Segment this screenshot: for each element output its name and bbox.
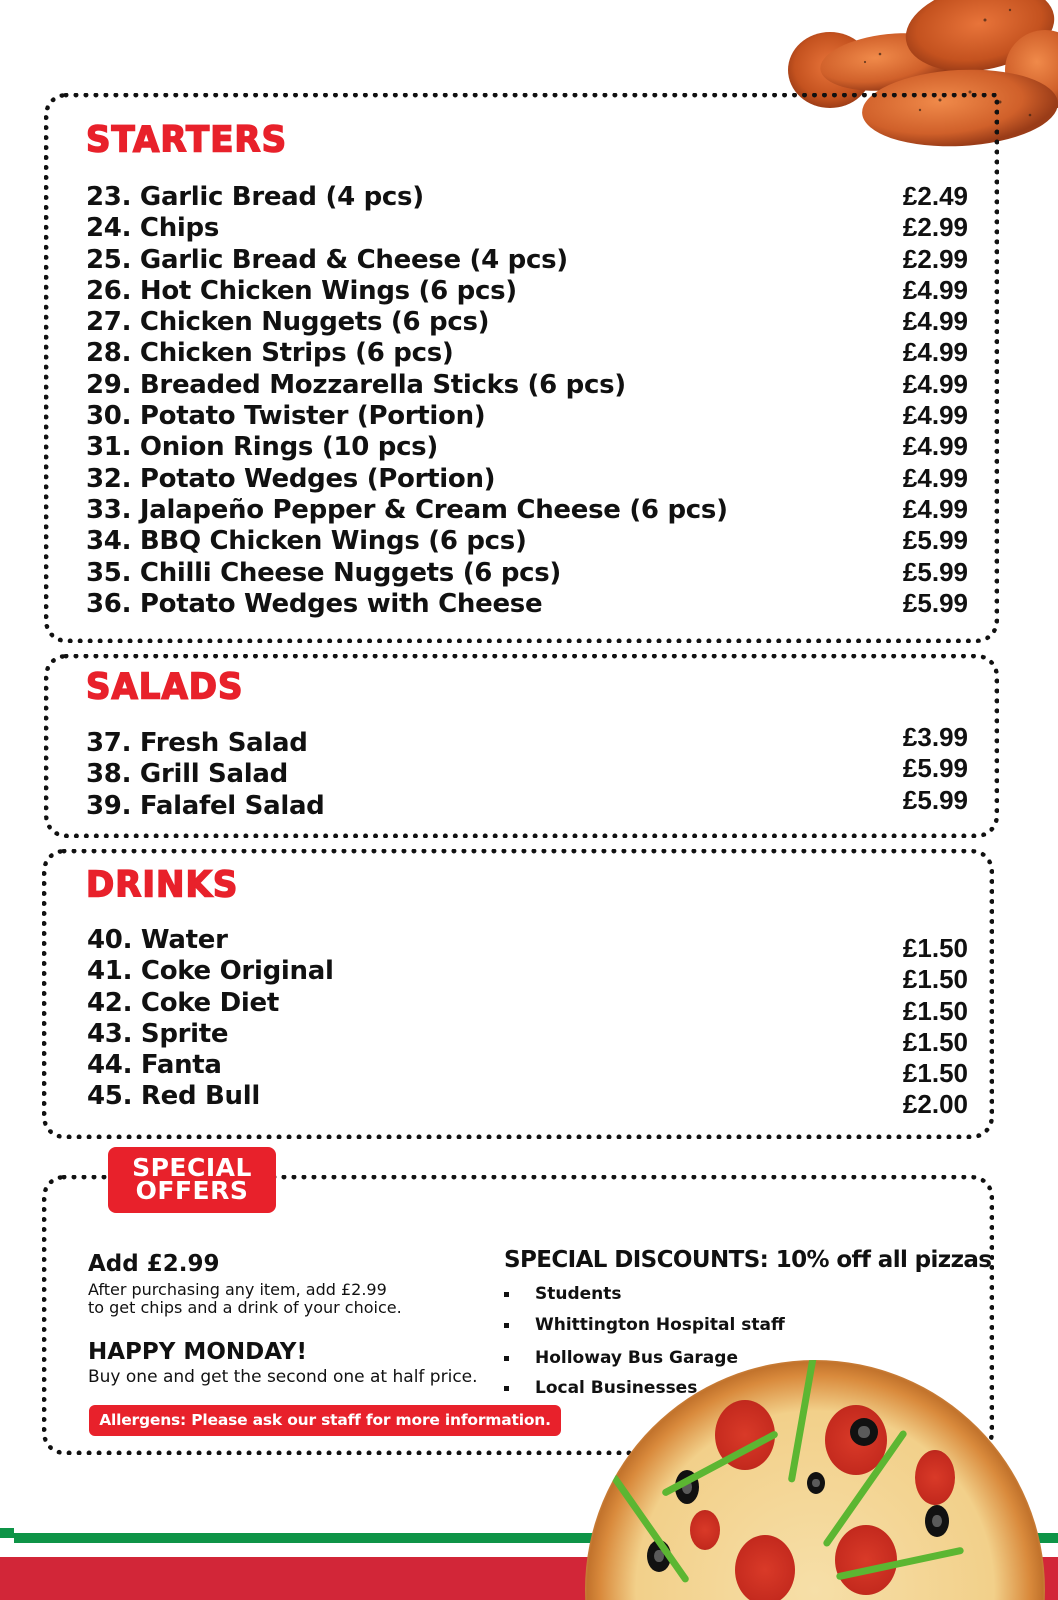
menu-item: 42. Coke Diet [87,987,279,1018]
drinks-list [87,925,334,1113]
discount-group: Whittington Hospital staff [504,1313,785,1344]
menu-item: 29. Breaded Mozzarella Sticks (6 pcs) [86,369,626,400]
menu-item: 32. Potato Wedges (Portion) [86,463,496,494]
menu-item: 39. Falafel Salad [86,790,325,821]
item-price: £2.49 [902,181,968,211]
starters-list [86,182,728,620]
item-price: £5.99 [902,753,968,784]
item-price: £4.99 [902,462,968,493]
discounts-label: SPECIAL DISCOUNTS: [504,1247,769,1273]
add-offer-title: Add £2.99 [88,1251,220,1277]
menu-item: 34. BBQ Chicken Wings (6 pcs) [86,526,527,557]
item-price: £5.99 [902,784,968,815]
flag-stripe-green-edge [0,1528,14,1538]
menu-item: 23. Garlic Bread (4 pcs) [86,182,424,212]
drinks-heading: DRINKS [86,864,239,906]
item-price: £1.50 [902,1058,968,1089]
menu-item: 44. Fanta [87,1050,222,1081]
item-price: £4.99 [902,274,968,305]
bullet-icon [504,1323,509,1328]
happy-monday-text: Buy one and get the second one at half price. [88,1367,478,1387]
item-price: £5.99 [902,556,968,587]
item-price: £1.50 [902,995,968,1026]
add-offer-line-1: After purchasing any item, add £2.99 [88,1280,387,1299]
item-price: £4.99 [902,337,968,368]
badge-line-1: SPECIAL [132,1153,252,1182]
menu-item: 28. Chicken Strips (6 pcs) [86,338,454,369]
item-price: £1.50 [902,933,968,963]
menu-item: 35. Chilli Cheese Nuggets (6 pcs) [86,557,562,588]
menu-item: 24. Chips [86,213,220,244]
add-offer-line-2: to get chips and a drink of your choice. [88,1298,402,1317]
item-price: £4.99 [902,400,968,431]
item-price: £4.99 [902,493,968,524]
salads-list [86,728,325,822]
starters-heading: STARTERS [86,119,288,161]
item-price: £4.99 [902,306,968,337]
menu-item: 31. Onion Rings (10 pcs) [86,432,438,463]
allergen-notice: Allergens: Please ask our staff for more information. [89,1405,561,1436]
menu-item: 30. Potato Twister (Portion) [86,401,486,432]
happy-monday-title: HAPPY MONDAY! [88,1339,307,1365]
item-price: £1.50 [902,964,968,995]
starters-prices [903,181,968,619]
discount-group: Students [504,1282,785,1313]
menu-item: 43. Sprite [87,1018,229,1049]
salads-prices [903,722,968,816]
menu-item: 37. Fresh Salad [86,728,308,758]
item-price: £5.99 [902,525,968,556]
menu-item: 27. Chicken Nuggets (6 pcs) [86,307,490,338]
menu-item: 36. Potato Wedges with Cheese [86,588,543,619]
bullet-icon [504,1386,509,1391]
item-price: £5.99 [902,587,968,618]
item-price: £3.99 [902,722,968,752]
bullet-icon [504,1356,509,1361]
item-price: £2.00 [902,1089,968,1120]
discount-group: Local Businesses [504,1376,785,1407]
bullet-icon [504,1292,509,1297]
item-price: £2.99 [902,212,968,243]
badge-line-2: OFFERS [135,1176,249,1205]
item-price: £4.99 [902,368,968,399]
menu-item: 25. Garlic Bread & Cheese (4 pcs) [86,244,568,275]
discounts-detail: 10% off all pizzas [775,1247,992,1273]
drinks-prices [903,933,968,1121]
special-offers-badge [108,1147,276,1213]
salads-heading: SALADS [86,666,244,708]
menu-item: 41. Coke Original [87,956,334,987]
menu-item: 33. Jalapeño Pepper & Cream Cheese (6 pcs) [86,494,728,525]
menu-item: 45. Red Bull [87,1081,260,1112]
menu-item: 26. Hot Chicken Wings (6 pcs) [86,275,517,306]
menu-item: 38. Grill Salad [86,759,288,790]
item-price: £1.50 [902,1026,968,1057]
item-price: £2.99 [902,243,968,274]
menu-item: 40. Water [87,925,228,955]
special-discounts-title [504,1247,991,1273]
discount-group: Holloway Bus Garage [504,1346,785,1376]
item-price: £4.99 [902,431,968,462]
